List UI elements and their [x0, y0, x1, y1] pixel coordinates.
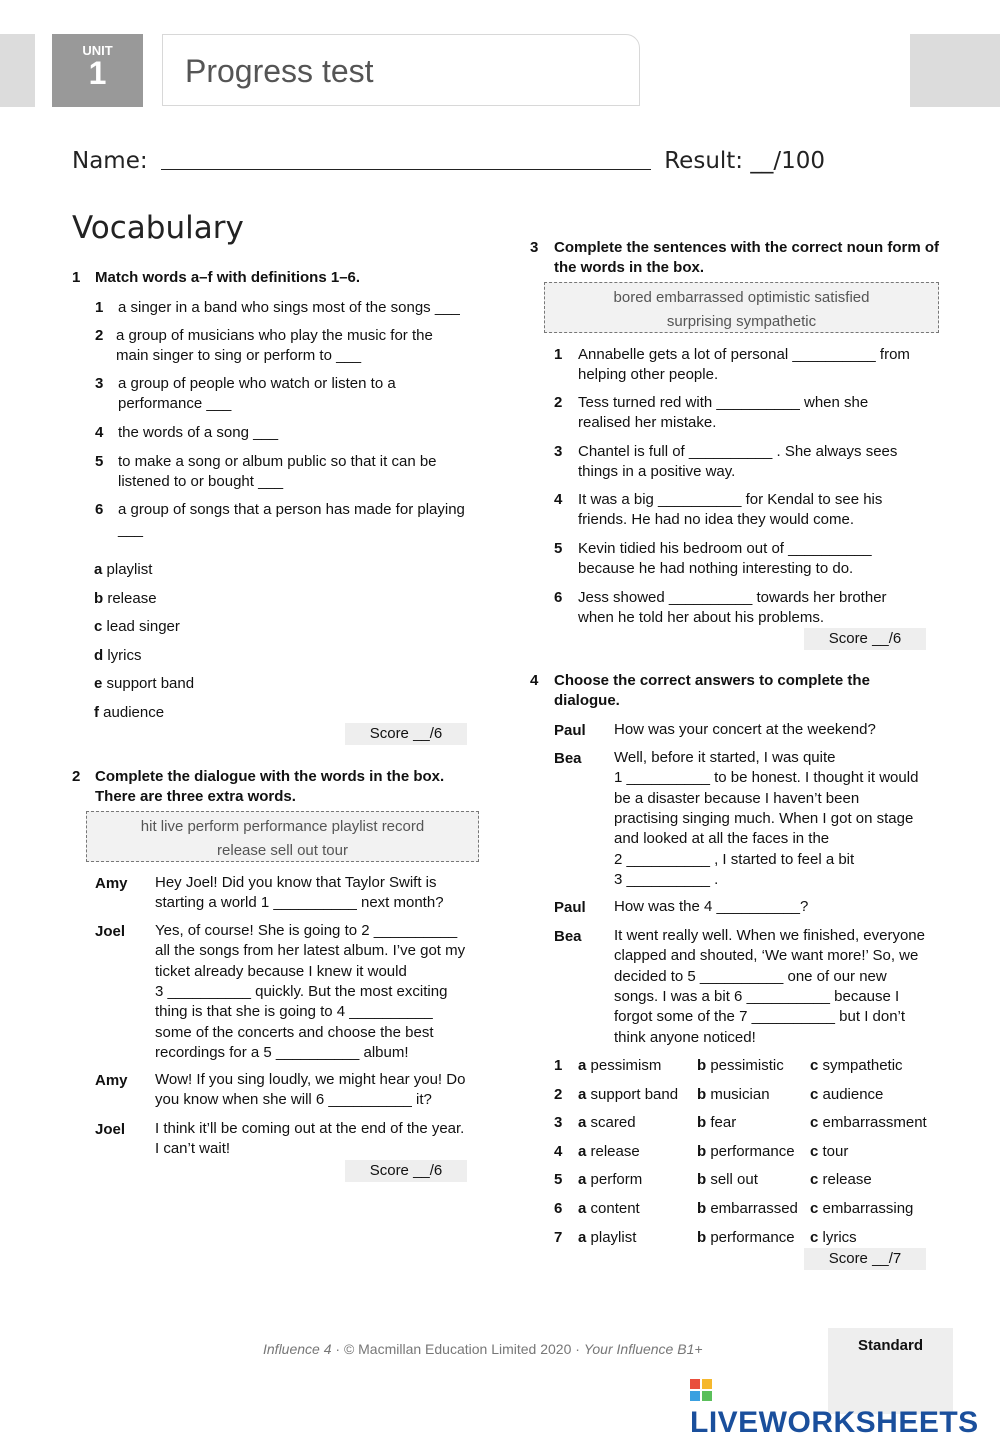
- speaker-name: Paul: [554, 722, 586, 739]
- answer-option[interactable]: [810, 1114, 927, 1131]
- item-line: because he had nothing interesting to do.: [578, 560, 854, 578]
- dialogue-line: all the songs from her latest album. I’ve got my: [155, 942, 466, 960]
- q1-item: [95, 452, 475, 492]
- answer-number: 1: [554, 1057, 563, 1074]
- answer-text: support band: [590, 1085, 679, 1103]
- header-left-bar: [0, 34, 35, 107]
- item-number: 3: [95, 375, 104, 392]
- item-line: Kevin tidied his bedroom out of __________: [578, 540, 872, 557]
- dialogue-line: some of the concerts and choose the best: [155, 1023, 434, 1041]
- dialogue-line: and looked at all the faces in the: [614, 830, 830, 848]
- item-number: 6: [554, 589, 563, 606]
- answer-letter: a: [578, 1142, 587, 1160]
- answer-option[interactable]: [810, 1086, 883, 1103]
- answer-letter: b: [697, 1142, 707, 1160]
- q3-score: Score __/6: [804, 628, 926, 650]
- brand-text: LIVEWORKSHEETS: [690, 1406, 979, 1439]
- answer-option[interactable]: [697, 1057, 784, 1074]
- dialogue-line: ticket already because I knew it would: [155, 962, 407, 980]
- q2-word-box: [86, 811, 479, 862]
- answer-text: tour: [822, 1142, 849, 1160]
- answer-text: embarrassment: [822, 1114, 927, 1132]
- q2-score: Score __/6: [345, 1160, 467, 1182]
- q1-instruction: Match words a–f with definitions 1–6.: [95, 269, 361, 286]
- q1-item: [95, 423, 475, 443]
- answer-letter: c: [810, 1200, 819, 1217]
- option-text: lead singer: [106, 618, 180, 635]
- title-box: [162, 34, 640, 106]
- q1-option: [94, 704, 164, 721]
- header-right-bar: [910, 34, 1000, 107]
- item-text: a group of songs that a person has made for playing ___: [118, 501, 465, 538]
- option-letter: d: [94, 646, 104, 664]
- q2-box-line2: release sell out tour: [217, 842, 348, 859]
- answer-letter: c: [810, 1228, 819, 1246]
- dialogue-line: 1 __________ to be honest. I thought it would: [614, 769, 919, 787]
- name-label: Name:: [72, 148, 148, 174]
- footer-copyright: · © Macmillan Education Limited 2020 ·: [331, 1341, 584, 1357]
- answer-letter: b: [697, 1200, 707, 1217]
- speaker-name: Joel: [95, 1121, 126, 1138]
- answer-text: fear: [710, 1114, 737, 1132]
- answer-letter: b: [697, 1114, 707, 1132]
- answer-text: lyrics: [822, 1228, 857, 1246]
- answer-option[interactable]: [578, 1143, 640, 1160]
- option-text: support band: [106, 675, 195, 692]
- option-letter: c: [94, 618, 103, 635]
- answer-letter: c: [810, 1057, 819, 1074]
- answer-letter: b: [697, 1085, 707, 1103]
- dialogue-line: practising singing much. When I got on stage: [614, 809, 914, 827]
- answer-letter: a: [578, 1085, 587, 1103]
- q4-instruction: Choose the correct answers to complete the dialogue.: [554, 672, 870, 709]
- option-text: release: [107, 589, 157, 607]
- footer-series: Your Influence B1+: [583, 1341, 703, 1357]
- answer-option[interactable]: [810, 1229, 857, 1246]
- answer-text: musician: [710, 1085, 770, 1103]
- item-number: 5: [554, 540, 563, 557]
- result-label: Result: __/100: [664, 148, 826, 174]
- answer-letter: c: [810, 1171, 819, 1189]
- dialogue-line: Well, before it started, I was quite: [614, 749, 836, 766]
- answer-letter: a: [578, 1171, 587, 1189]
- answer-option[interactable]: [697, 1229, 795, 1246]
- answer-text: content: [590, 1200, 640, 1217]
- q4-score: Score __/7: [804, 1248, 926, 1270]
- level-label: Standard: [858, 1337, 924, 1354]
- q3-number: 3: [530, 239, 539, 256]
- item-line: Chantel is full of __________ . She always sees: [578, 443, 898, 460]
- answer-letter: b: [697, 1171, 707, 1189]
- dialogue-line: songs. I was a bit 6 __________ because I: [614, 987, 900, 1005]
- footer-book: Influence 4: [263, 1341, 332, 1357]
- answer-text: audience: [822, 1085, 884, 1103]
- answer-text: release: [822, 1171, 872, 1189]
- answer-letter: b: [697, 1228, 707, 1246]
- answer-text: performance: [710, 1228, 795, 1246]
- q4-number: 4: [530, 672, 539, 689]
- dialogue-line: clapped and shouted, ‘We want more!’ So, we: [614, 947, 919, 965]
- answer-option[interactable]: [578, 1200, 640, 1217]
- item-line: things in a positive way.: [578, 463, 736, 481]
- answer-option[interactable]: [697, 1086, 770, 1103]
- answer-text: pessimism: [590, 1057, 662, 1074]
- dialogue-line: How was your concert at the weekend?: [614, 721, 876, 738]
- item-line: helping other people.: [578, 366, 719, 384]
- footer-credit: [263, 1341, 703, 1357]
- answer-text: playlist: [590, 1228, 637, 1246]
- q4-heading: [530, 671, 930, 711]
- item-line: friends. He had no idea they would come.: [578, 511, 854, 529]
- answer-letter: c: [810, 1142, 819, 1160]
- answer-text: release: [590, 1142, 640, 1160]
- answer-text: pessimistic: [710, 1057, 784, 1074]
- answer-text: performance: [710, 1142, 795, 1160]
- answer-letter: a: [578, 1057, 587, 1074]
- item-text: a group of people who watch or listen to a performance ___: [118, 375, 396, 412]
- q1-option: [94, 561, 152, 578]
- answer-number: 4: [554, 1142, 563, 1160]
- q1-option: [94, 675, 194, 692]
- answer-letter: b: [697, 1057, 707, 1074]
- dialogue-line: recordings for a 5 __________ album!: [155, 1043, 409, 1061]
- dialogue-line: Hey Joel! Did you know that Taylor Swift is: [155, 874, 437, 891]
- answer-letter: c: [810, 1085, 819, 1103]
- answer-letter: a: [578, 1114, 587, 1132]
- answer-number: 2: [554, 1085, 563, 1103]
- answer-option[interactable]: [578, 1229, 636, 1246]
- item-number: 1: [554, 346, 563, 363]
- q3-word-box: [544, 282, 939, 333]
- section-title: Vocabulary: [72, 210, 244, 246]
- item-number: 2: [554, 394, 563, 411]
- dialogue-line: I think it’ll be coming out at the end of the year.: [155, 1120, 465, 1137]
- speaker-name: Bea: [554, 928, 582, 945]
- q2-box-line1: hit live perform performance playlist record: [140, 818, 425, 835]
- q3-instruction: Complete the sentences with the correct noun form of the words in the box.: [554, 239, 940, 276]
- dialogue-line: decided to 5 __________ one of our new: [614, 967, 887, 985]
- q3-heading: [530, 238, 940, 278]
- answer-option[interactable]: [578, 1086, 678, 1103]
- unit-number: 1: [88, 55, 107, 91]
- answer-text: embarrassing: [822, 1200, 914, 1217]
- answer-text: perform: [590, 1171, 643, 1189]
- item-line: Annabelle gets a lot of personal __________ from: [578, 346, 910, 363]
- answer-option[interactable]: [697, 1114, 736, 1131]
- name-field[interactable]: [161, 149, 651, 170]
- item-text: a singer in a band who sings most of the songs ___: [118, 299, 460, 316]
- dialogue-line: forgot some of the 7 __________ but I don’t: [614, 1008, 906, 1026]
- dialogue-line: Yes, of course! She is going to 2 __________: [155, 922, 458, 939]
- answer-text: scared: [590, 1114, 636, 1132]
- q3-box-line1: bored embarrassed optimistic satisfied: [613, 289, 870, 306]
- q1-item: [95, 326, 475, 366]
- dialogue-line: 3 __________ .: [614, 870, 719, 888]
- dialogue-line: I can’t wait!: [155, 1140, 231, 1158]
- answer-text: sympathetic: [822, 1057, 903, 1074]
- answer-number: 3: [554, 1114, 563, 1132]
- q2-heading: [72, 767, 472, 807]
- item-text: the words of a song ___: [118, 424, 279, 441]
- answer-letter: c: [810, 1114, 819, 1132]
- answer-option[interactable]: [810, 1171, 872, 1188]
- item-line: realised her mistake.: [578, 414, 717, 432]
- option-letter: e: [94, 675, 103, 692]
- unit-badge: [52, 34, 143, 107]
- q2-instruction: Complete the dialogue with the words in the box. There are three extra words.: [95, 768, 445, 805]
- unit-label: UNIT: [82, 43, 113, 58]
- dialogue-line: be a disaster because I haven’t been: [614, 789, 860, 807]
- answer-text: embarrassed: [710, 1200, 798, 1217]
- option-text: lyrics: [107, 646, 142, 664]
- answer-number: 6: [554, 1200, 563, 1217]
- q1-heading: [72, 268, 472, 288]
- item-number: 5: [95, 453, 104, 470]
- dialogue-line: you know when she will 6 __________ it?: [155, 1091, 432, 1109]
- speaker-name: Joel: [95, 923, 126, 940]
- brand-logo[interactable]: [690, 1372, 1000, 1440]
- dialogue-line: think anyone noticed!: [614, 1028, 756, 1046]
- answer-option[interactable]: [697, 1200, 798, 1217]
- item-line: when he told her about his problems.: [578, 609, 824, 627]
- option-letter: b: [94, 589, 104, 607]
- name-line: [72, 148, 825, 174]
- item-number: 2: [95, 327, 104, 344]
- brand-icon: [690, 1379, 712, 1401]
- answer-number: 7: [554, 1228, 563, 1246]
- q1-option: [94, 647, 142, 664]
- q1-item: [95, 374, 475, 414]
- item-line: Tess turned red with __________ when she: [578, 394, 869, 411]
- answer-option[interactable]: [810, 1200, 913, 1217]
- q1-option: [94, 590, 157, 607]
- dialogue-line: thing is that she is going to 4 __________: [155, 1003, 433, 1021]
- q3-box-line2: surprising sympathetic: [666, 313, 817, 330]
- item-number: 3: [554, 443, 563, 460]
- item-line: Jess showed __________ towards her brother: [578, 589, 887, 606]
- q1-number: 1: [72, 269, 81, 286]
- speaker-name: Amy: [95, 875, 128, 892]
- dialogue-line: 3 __________ quickly. But the most exciting: [155, 982, 448, 1000]
- option-text: audience: [103, 703, 165, 721]
- q1-item: [95, 298, 475, 318]
- item-number: 6: [95, 501, 104, 518]
- dialogue-line: 2 __________ , I started to feel a bit: [614, 850, 855, 868]
- answer-option[interactable]: [810, 1143, 848, 1160]
- item-line: It was a big __________ for Kendal to see his: [578, 491, 883, 508]
- answer-option[interactable]: [697, 1171, 758, 1188]
- item-text: to make a song or album public so that it can be listened to or bought ___: [118, 453, 437, 490]
- option-letter: f: [94, 703, 99, 721]
- answer-option[interactable]: [578, 1171, 642, 1188]
- answer-letter: a: [578, 1200, 587, 1217]
- answer-option[interactable]: [578, 1114, 636, 1131]
- answer-option[interactable]: [810, 1057, 903, 1074]
- answer-text: sell out: [710, 1171, 758, 1189]
- answer-letter: a: [578, 1228, 587, 1246]
- item-text: a group of musicians who play the music for the main singer to sing or perform to ___: [116, 327, 433, 364]
- dialogue-line: How was the 4 __________?: [614, 898, 809, 915]
- answer-number: 5: [554, 1171, 563, 1189]
- dialogue-line: starting a world 1 __________ next month?: [155, 894, 444, 912]
- option-letter: a: [94, 561, 103, 578]
- item-number: 4: [554, 491, 563, 508]
- answer-option[interactable]: [697, 1143, 795, 1160]
- item-number: 4: [95, 424, 104, 441]
- dialogue-line: It went really well. When we finished, everyone: [614, 927, 925, 944]
- q2-number: 2: [72, 768, 81, 785]
- page-title: Progress test: [185, 53, 374, 89]
- dialogue-line: Wow! If you sing loudly, we might hear you! Do: [155, 1071, 466, 1088]
- item-number: 1: [95, 299, 104, 316]
- q1-score: Score __/6: [345, 723, 467, 745]
- q1-option: [94, 618, 180, 635]
- q1-item: [95, 500, 475, 540]
- speaker-name: Paul: [554, 899, 586, 916]
- option-text: playlist: [106, 561, 153, 578]
- speaker-name: Amy: [95, 1072, 128, 1089]
- speaker-name: Bea: [554, 750, 582, 767]
- answer-option[interactable]: [578, 1057, 661, 1074]
